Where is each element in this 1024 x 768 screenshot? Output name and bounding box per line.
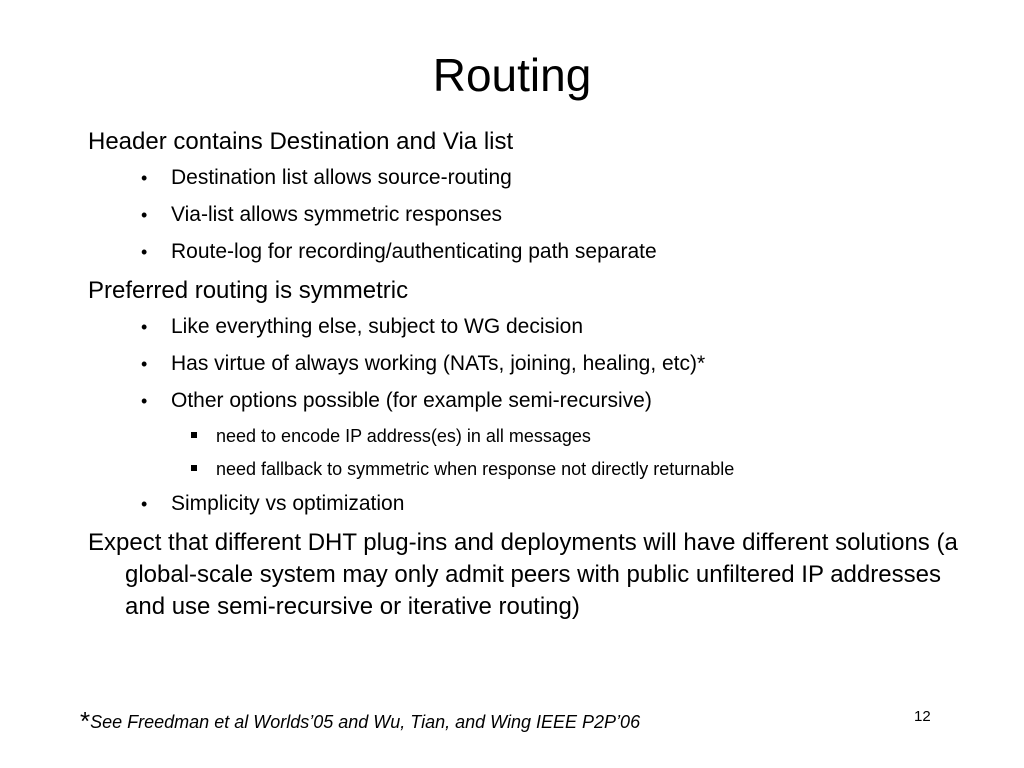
slide-body xyxy=(88,126,968,629)
footnote-star: * xyxy=(80,706,91,736)
sub-bullet-text: Route-log for recording/authenticating path separate xyxy=(171,240,657,263)
sub-bullet-destination-list xyxy=(88,164,968,192)
slide-title: Routing xyxy=(432,49,592,101)
sub-bullet-via-list xyxy=(88,201,968,229)
sub-bullet-route-log xyxy=(88,238,968,266)
bullet-preferred-routing: Preferred routing is symmetric xyxy=(88,277,409,304)
bullet-dot-icon: • xyxy=(141,494,148,514)
footnote-text: See Freedman et al Worlds’05 and Wu, Tian, and Wing IEEE P2P’06 xyxy=(90,712,641,732)
bullet-dot-icon: • xyxy=(141,205,148,225)
sub-bullet-wg-decision xyxy=(88,313,968,341)
sub-bullet-other-options xyxy=(88,387,968,415)
sub-bullet-text: Like everything else, subject to WG decision xyxy=(171,315,584,338)
sub-bullet-text: Other options possible (for example semi-recursive) xyxy=(171,389,652,412)
footnote xyxy=(80,708,640,735)
page-number: 12 xyxy=(914,708,931,725)
sub-sub-bullet-encode-ip xyxy=(88,424,968,448)
sub-bullet-virtue xyxy=(88,350,968,378)
sub-bullet-text: Via-list allows symmetric responses xyxy=(171,203,503,226)
sub-bullet-simplicity xyxy=(88,490,968,518)
bullet-dot-icon: • xyxy=(141,317,148,337)
bullet-dot-icon: • xyxy=(141,242,148,262)
bullet-dot-icon: • xyxy=(141,391,148,411)
sub-sub-bullet-text: need fallback to symmetric when response not directly returnable xyxy=(216,459,735,479)
square-bullet-icon xyxy=(191,432,197,438)
bullet-dot-icon: • xyxy=(141,168,148,188)
square-bullet-icon xyxy=(191,465,197,471)
sub-sub-bullet-fallback xyxy=(88,457,968,481)
sub-bullet-text: Simplicity vs optimization xyxy=(171,492,405,515)
sub-bullet-text: Has virtue of always working (NATs, joining, healing, etc)* xyxy=(171,352,706,375)
bullet-expect-different: Expect that different DHT plug-ins and deployments will have different solutions (a global-scale system may only admit peers with public unfiltered IP addresses and use semi-recursive or iterative routing) xyxy=(88,529,958,620)
sub-sub-bullet-text: need to encode IP address(es) in all messages xyxy=(216,426,591,446)
bullet-header-contains: Header contains Destination and Via list xyxy=(88,128,514,155)
sub-bullet-text: Destination list allows source-routing xyxy=(171,166,512,189)
bullet-dot-icon: • xyxy=(141,354,148,374)
